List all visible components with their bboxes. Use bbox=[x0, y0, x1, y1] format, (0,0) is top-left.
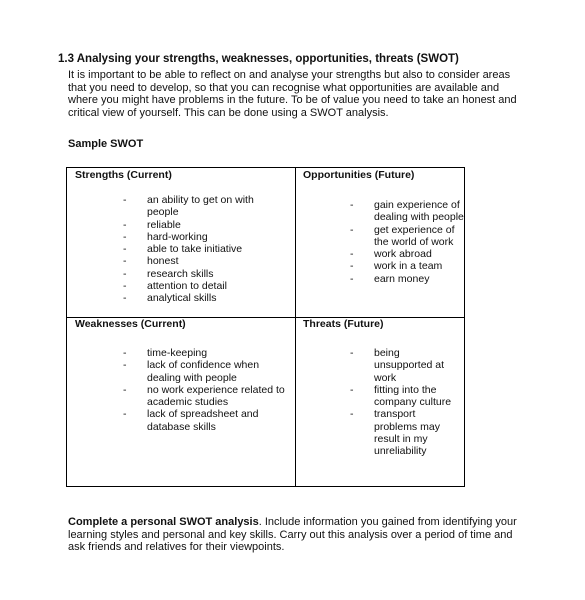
intro-line: that you need to develop, so that you can recognise what opportunities are available and bbox=[68, 81, 500, 94]
list-item: - no work experience related to academic studies bbox=[123, 384, 293, 409]
list-item: - an ability to get on with people bbox=[123, 194, 263, 219]
threats-title: Threats (Future) bbox=[303, 318, 384, 330]
list-item: - transport problems may result in my unreliability bbox=[350, 408, 460, 457]
swot-table bbox=[66, 167, 465, 487]
list-item: - earn money bbox=[350, 273, 464, 285]
strengths-title: Strengths (Current) bbox=[75, 169, 172, 181]
complete-line bbox=[68, 516, 529, 529]
intro-line: It is important to be able to reflect on and analyse your strengths but also to consider areas bbox=[68, 69, 511, 81]
list-item: - able to take initiative bbox=[123, 243, 263, 255]
threats-list bbox=[350, 347, 460, 458]
opportunities-list bbox=[350, 199, 464, 285]
list-item: - lack of spreadsheet and database skills bbox=[123, 408, 293, 433]
intro-paragraph bbox=[68, 69, 529, 119]
swot-vertical-divider bbox=[295, 168, 296, 486]
complete-bold-lead: Complete a personal SWOT analysis bbox=[68, 516, 259, 528]
sample-swot-title: Sample SWOT bbox=[68, 138, 144, 150]
list-item: - work in a team bbox=[350, 260, 464, 272]
list-item: - get experience of the world of work bbox=[350, 224, 464, 249]
complete-line-rest: . Include information you gained from identifying your bbox=[258, 516, 517, 528]
list-item: - fitting into the company culture bbox=[350, 384, 460, 409]
list-item: - honest bbox=[123, 255, 263, 267]
complete-line: ask friends and relatives for their viewpoints. bbox=[68, 541, 285, 554]
list-item: - analytical skills bbox=[123, 292, 263, 304]
complete-paragraph bbox=[68, 516, 529, 554]
list-item: - time-keeping bbox=[123, 347, 293, 359]
list-item: - reliable bbox=[123, 219, 263, 231]
intro-line: critical view of yourself. This can be done using a SWOT analysis. bbox=[68, 106, 389, 119]
list-item: - hard-working bbox=[123, 231, 263, 243]
list-item: - research skills bbox=[123, 268, 263, 280]
strengths-list bbox=[123, 194, 263, 305]
weaknesses-title: Weaknesses (Current) bbox=[75, 318, 186, 330]
list-item: - being unsupported at work bbox=[350, 347, 460, 384]
list-item: - gain experience of dealing with people bbox=[350, 199, 464, 224]
section-heading: 1.3 Analysing your strengths, weaknesses, opportunities, threats (SWOT) bbox=[58, 53, 459, 65]
complete-line: learning styles and personal and key skills. Carry out this analysis over a period of time and bbox=[68, 528, 513, 541]
intro-line: where you might have problems in the future. To be of value you need to take an honest and bbox=[68, 94, 517, 107]
list-item: - lack of confidence when dealing with people bbox=[123, 359, 293, 384]
opportunities-title: Opportunities (Future) bbox=[303, 169, 415, 181]
list-item: - attention to detail bbox=[123, 280, 263, 292]
list-item: - work abroad bbox=[350, 248, 464, 260]
weaknesses-list bbox=[123, 347, 293, 433]
